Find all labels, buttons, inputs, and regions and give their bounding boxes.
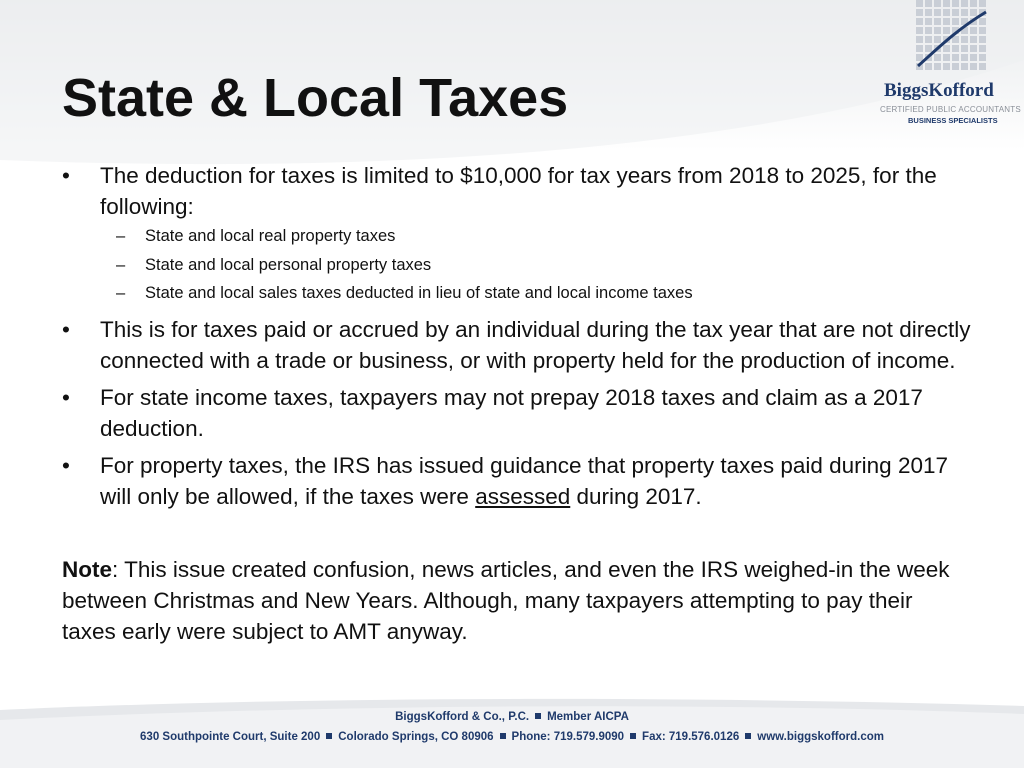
separator-square-icon	[630, 733, 636, 739]
bullet-text-before: For property taxes, the IRS has issued guidance that property taxes paid during 2017 will only be allowed, if the taxes were	[100, 452, 949, 509]
bullet-text-underlined: assessed	[475, 483, 571, 509]
logo-company-name: BiggsKofford	[884, 80, 994, 101]
footer-fax: Fax: 719.576.0126	[642, 731, 740, 743]
sub-bullet-personal-property	[62, 251, 972, 280]
note-paragraph	[62, 554, 972, 647]
sub-bullet-marker: –	[116, 284, 126, 302]
logo-grid-icon	[916, 0, 988, 72]
sub-bullet-text: State and local personal property taxes	[145, 255, 432, 274]
sub-bullet-text: State and local real property taxes	[145, 227, 396, 245]
bullet-text: The deduction for taxes is limited to $10,000 for tax years from 2018 to 2025, for the following:	[100, 163, 937, 219]
sub-bullet-marker: –	[116, 255, 126, 274]
sub-bullet-text: State and local sales taxes deducted in lieu of state and local income taxes	[145, 284, 693, 302]
separator-square-icon	[500, 733, 506, 739]
bullet-text: For state income taxes, taxpayers may not prepay 2018 taxes and claim as a 2017 deduction.	[100, 384, 923, 441]
bullet-marker: •	[62, 452, 70, 478]
note-label: Note	[62, 556, 112, 582]
footer-website: www.biggskofford.com	[757, 731, 884, 743]
company-logo	[876, 0, 1024, 130]
footer-phone: Phone: 719.579.9090	[511, 731, 625, 743]
sub-bullet-sales-taxes	[62, 279, 972, 308]
bullet-text: This is for taxes paid or accrued by an individual during the tax year that are not directly connected with a trade or business, or with property held for the production of income.	[100, 316, 971, 373]
bullet-text-after: during 2017.	[576, 483, 702, 509]
bullet-deduction-limit	[62, 160, 972, 222]
separator-square-icon	[326, 733, 332, 739]
separator-square-icon	[535, 713, 541, 719]
logo-tagline-business: BUSINESS SPECIALISTS	[908, 116, 998, 125]
footer-membership: Member AICPA	[547, 711, 629, 723]
separator-square-icon	[745, 733, 751, 739]
footer-address: 630 Southpointe Court, Suite 200	[140, 731, 321, 743]
footer-line-company	[0, 711, 1024, 723]
sub-bullet-real-property	[62, 222, 972, 251]
bullet-property-taxes	[62, 450, 972, 512]
logo-tagline-cpa: CERTIFIED PUBLIC ACCOUNTANTS	[880, 105, 1021, 114]
slide-body	[62, 160, 972, 647]
bullet-marker: •	[62, 316, 70, 342]
bullet-marker: •	[62, 384, 70, 410]
footer-line-contact	[0, 731, 1024, 743]
bullet-state-income-taxes	[62, 382, 972, 444]
footer-company: BiggsKofford & Co., P.C.	[395, 711, 530, 723]
slide-title: State & Local Taxes	[62, 68, 569, 128]
bullet-marker: •	[62, 163, 70, 188]
footer-city: Colorado Springs, CO 80906	[338, 731, 494, 743]
note-text: : This issue created confusion, news articles, and even the IRS weighed-in the week between Christmas and New Years. Although, many taxpayers attempting to pay their taxes early were subject to AMT anyway.	[62, 556, 950, 644]
bullet-taxes-paid-accrued	[62, 314, 972, 376]
sub-bullet-marker: –	[116, 227, 126, 245]
